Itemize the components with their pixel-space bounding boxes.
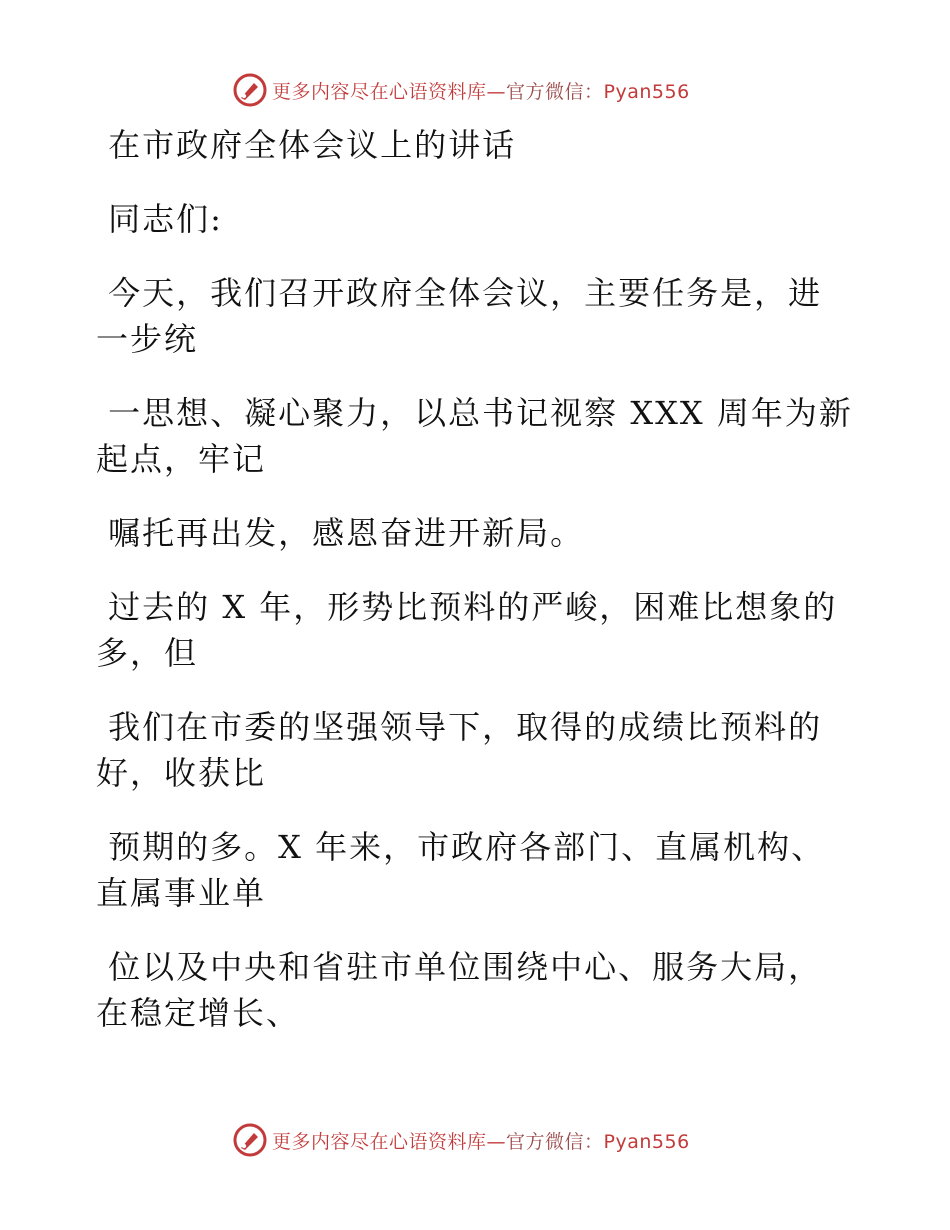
paragraph-line: 我们在市委的坚强领导下，取得的成绩比预料的好，收获比 bbox=[96, 708, 823, 792]
paragraph-line: 嘱托再出发，感恩奋进开新局。 bbox=[96, 514, 585, 552]
paragraph-line: 今天，我们召开政府全体会议，主要任务是，进一步统 bbox=[96, 274, 823, 358]
paragraph-line: 一思想、凝心聚力，以总书记视察 XXX 周年为新起点，牢记 bbox=[96, 394, 853, 478]
watermark-text: 更多内容尽在心语资料库—官方微信：Pyan556 bbox=[272, 1130, 690, 1153]
pen-nib-logo-icon bbox=[232, 72, 268, 108]
document-title: 在市政府全体会议上的讲话 bbox=[96, 126, 517, 164]
salutation: 同志们: bbox=[96, 200, 223, 238]
document-body bbox=[96, 122, 856, 1064]
header-watermark bbox=[232, 70, 752, 110]
watermark-text: 更多内容尽在心语资料库—官方微信：Pyan556 bbox=[272, 80, 690, 103]
footer-watermark bbox=[232, 1120, 752, 1160]
pen-nib-logo-icon bbox=[232, 1122, 268, 1158]
paragraph-line: 预期的多。X 年来，市政府各部门、直属机构、直属事业单 bbox=[96, 828, 826, 912]
paragraph-line: 位以及中央和省驻市单位围绕中心、服务大局，在稳定增长、 bbox=[96, 948, 823, 1032]
paragraph-line: 过去的 X 年，形势比预料的严峻，困难比想象的多，但 bbox=[96, 588, 838, 672]
